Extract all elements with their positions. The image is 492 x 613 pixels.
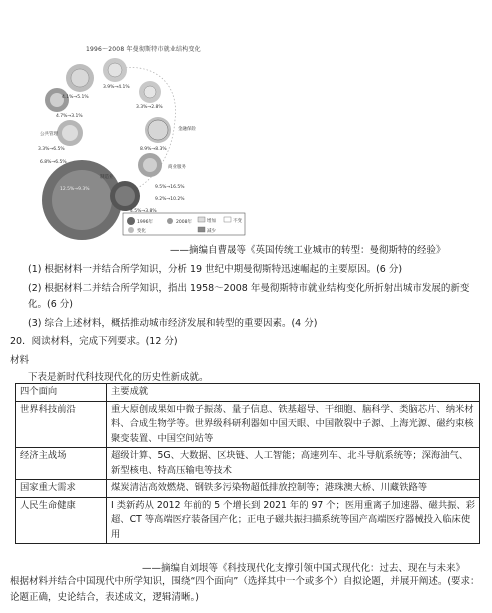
bubble-5 <box>57 120 83 146</box>
question-20-heading: 20．阅读材料，完成下列要求。(12 分) <box>10 336 178 347</box>
bubble-3 <box>45 88 69 112</box>
row-achievement: I 类新药从 2012 年前的 5 个增长到 2021 年的 97 个；医用重离子加速器、磁共振、彩超、CT 等高端医疗装备国产化；正电子磁共振扫描系统等国产高端医疗器械投入临床使用 <box>107 497 480 544</box>
bubble-label-1: 4.1%→5.1% <box>62 95 89 100</box>
row-direction: 世界科技前沿 <box>16 401 107 448</box>
bubble-label-5: 3.3%→6.5% <box>38 147 65 152</box>
question-3: (3) 综合上述材料，概括推动城市经济发展和转型的重要因素。(4 分) <box>28 318 318 329</box>
row-direction: 经济主战场 <box>16 448 107 480</box>
bubble-label-11: 4.5%→3.8% <box>130 209 157 214</box>
legend-item-5: 减少 <box>207 229 216 234</box>
achievements-table <box>15 383 480 544</box>
material-label: 材料 <box>10 355 30 366</box>
task-instruction: 根据材料并结合中国现代中所学知识，围绕“四个面向”（选择其中一个或多个）自拟论题，并展开阐述。(要求：论题正确，史论结合，表述成文，逻辑清晰。) <box>10 576 480 603</box>
table-row <box>16 401 480 448</box>
table-source-citation: ——摘编自刘垠等《科技现代化支撑引领中国式现代化：过去、现在与未来》 <box>142 563 466 574</box>
row-direction: 国家重大需求 <box>16 480 107 498</box>
bubble-label-3: 4.7%→3.1% <box>56 114 83 119</box>
row-achievement: 重大原创成果如中微子振荡、量子信息、铁基超导、干细胞、脑科学、类脑芯片、纳米材料、合成生物学等。世界级科研利器如中国天眼、中国散裂中子源、上海光源、磁约束核聚变装置、中国空间站等 <box>107 401 480 448</box>
row-direction: 人民生命健康 <box>16 497 107 544</box>
row-achievement: 超级计算、5G、大数据、区块链、人工智能；高速列车、北斗导航系统等；深海油气、新型核电、特高压输电等技术 <box>107 448 480 480</box>
table-header-achievement: 主要成就 <box>107 384 480 402</box>
bubble-label-9: 9.2%→10.2% <box>155 197 185 202</box>
side-label-1: 制造业 <box>100 175 114 180</box>
legend-item-6: 不变 <box>233 219 242 224</box>
bubble-label-7: 6.8%→6.5% <box>40 160 67 165</box>
bubble-label-8: 9.5%→16.5% <box>155 185 185 190</box>
bubble-1 <box>66 64 94 92</box>
row-achievement: 煤炭清洁高效燃烧、钢铁多污染物超低排放控制等；港珠澳大桥、川藏铁路等 <box>107 480 480 498</box>
legend-item-2: 变化 <box>137 229 146 234</box>
bubble-9 <box>110 181 140 211</box>
bubble-6 <box>145 117 171 143</box>
table-row <box>16 480 480 498</box>
side-label-2: 金融保险 <box>178 127 196 132</box>
bubble-label-6: 8.9%→8.3% <box>140 147 167 152</box>
employment-structure-figure <box>0 0 492 240</box>
side-label-4: 商业服务 <box>168 165 186 170</box>
figure-title: 1996～2008 年曼彻斯特市就业结构变化 <box>86 46 201 53</box>
legend-item-1: 1996年 <box>137 220 153 225</box>
bubble-label-10: 12.5%→9.3% <box>60 187 90 192</box>
table-row <box>16 448 480 480</box>
bubble-4 <box>139 81 161 103</box>
bubble-8 <box>42 160 122 240</box>
side-label-3: 公共管理 <box>40 132 58 137</box>
bubble-label-4: 3.3%→2.8% <box>136 105 163 110</box>
bubble-2 <box>103 58 127 82</box>
table-header-row <box>16 384 480 402</box>
material-intro: 下表是新时代科技现代化的历史性新成就。 <box>28 372 209 383</box>
figure-source-citation: ——摘编自曹晟等《英国传统工业城市的转型：曼彻斯特的经验》 <box>170 245 446 256</box>
question-2: (2) 根据材料二并结合所学知识，指出 1958～2008 年曼彻斯特市就业结构变化所折射出城市发展的新变化。(6 分) <box>28 283 470 310</box>
question-1: (1) 根据材料一并结合所学知识，分析 19 世纪中期曼彻斯特迅速崛起的主要原因。(6 分) <box>28 264 403 275</box>
figure-legend <box>123 213 245 235</box>
bubble-label-2: 3.9%→4.1% <box>103 85 130 90</box>
legend-item-4: 增加 <box>207 219 216 224</box>
table-row <box>16 497 480 544</box>
table-header-direction: 四个面向 <box>16 384 107 402</box>
legend-item-3: 2008年 <box>176 220 192 225</box>
bubble-diagram <box>0 0 492 240</box>
bubble-7 <box>138 153 162 177</box>
